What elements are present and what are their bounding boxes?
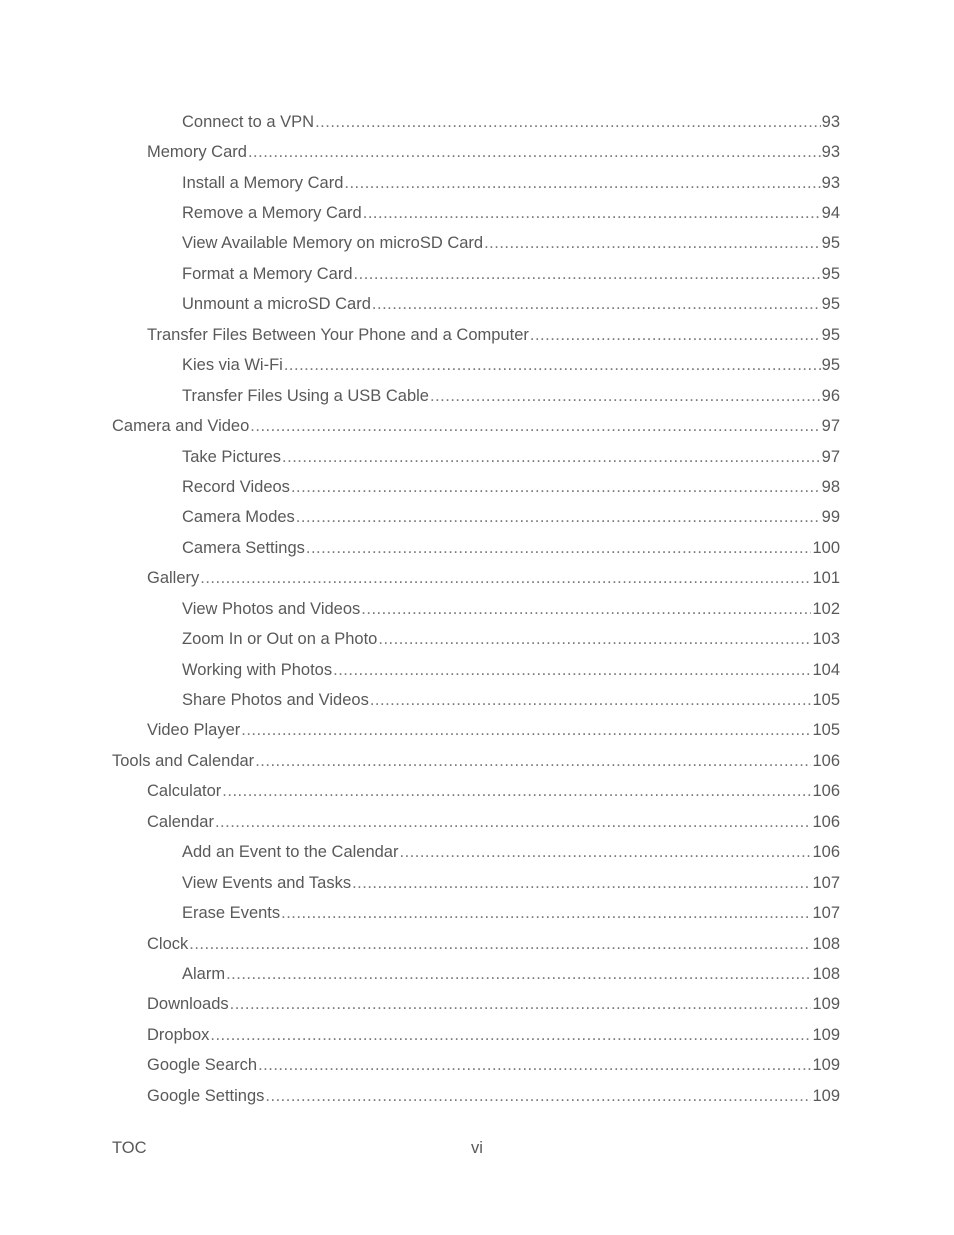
toc-page-number[interactable]: 109 [812, 1056, 840, 1075]
toc-entry-title[interactable]: Add an Event to the Calendar [182, 843, 399, 862]
toc-dot-leader [315, 114, 821, 131]
toc-page-number[interactable]: 95 [821, 325, 840, 344]
toc-entry[interactable] [0, 655, 954, 685]
toc-entry-title[interactable]: Take Pictures [182, 447, 282, 466]
toc-entry[interactable] [0, 320, 954, 350]
toc-page-number[interactable]: 96 [821, 386, 840, 405]
toc-entry[interactable] [0, 624, 954, 654]
toc-page-number[interactable]: 95 [821, 234, 840, 253]
toc-dot-leader [265, 1088, 811, 1105]
toc-page-number[interactable]: 98 [821, 477, 840, 496]
toc-dot-leader [372, 296, 821, 313]
toc-page-number[interactable]: 105 [812, 691, 840, 710]
toc-page-number[interactable]: 93 [821, 173, 840, 192]
toc-entry-title[interactable]: Camera Modes [182, 508, 295, 527]
toc-page-number[interactable]: 93 [821, 143, 840, 162]
toc-entry[interactable] [0, 503, 954, 533]
toc-entry[interactable] [0, 564, 954, 594]
toc-dot-leader [333, 662, 811, 679]
toc-dot-leader [222, 783, 811, 800]
toc-entry[interactable] [0, 472, 954, 502]
toc-dot-leader [241, 722, 811, 739]
toc-entry[interactable] [0, 959, 954, 989]
toc-entry-title[interactable]: Zoom In or Out on a Photo [182, 630, 378, 649]
toc-dot-leader [484, 235, 821, 252]
toc-dot-leader [200, 570, 811, 587]
toc-page-number[interactable]: 106 [812, 843, 840, 862]
toc-entry-title[interactable]: Transfer Files Between Your Phone and a Computer [147, 325, 529, 344]
toc-page-number[interactable]: 105 [812, 721, 840, 740]
toc-page-number[interactable]: 109 [812, 1025, 840, 1044]
toc-entry[interactable] [0, 838, 954, 868]
footer-section-label: TOC [112, 1139, 147, 1157]
toc-page-number[interactable]: 106 [812, 782, 840, 801]
toc-dot-leader [530, 327, 821, 344]
toc-entry[interactable] [0, 351, 954, 381]
toc-entry-title[interactable]: View Available Memory on microSD Card [182, 234, 484, 253]
page-footer [0, 1139, 954, 1161]
toc-page-number[interactable]: 97 [821, 417, 840, 436]
toc-entry[interactable] [0, 442, 954, 472]
toc-page-number[interactable]: 95 [821, 295, 840, 314]
toc-dot-leader [344, 175, 820, 192]
toc-entry[interactable] [0, 411, 954, 441]
toc-page-number[interactable]: 95 [821, 264, 840, 283]
toc-page-number[interactable]: 95 [821, 356, 840, 375]
toc-entry[interactable] [0, 533, 954, 563]
toc-entry-title[interactable]: Erase Events [182, 904, 281, 923]
toc-page-number[interactable]: 99 [821, 508, 840, 527]
toc-entry[interactable] [0, 168, 954, 198]
toc-page-number[interactable]: 106 [812, 812, 840, 831]
toc-entry-title[interactable]: Format a Memory Card [182, 264, 353, 283]
toc-entry-title[interactable]: Working with Photos [182, 660, 333, 679]
toc-dot-leader [370, 692, 812, 709]
toc-page-number[interactable]: 101 [812, 569, 840, 588]
toc-entry-title[interactable]: Transfer Files Using a USB Cable [182, 386, 429, 405]
toc-entry-title[interactable]: Install a Memory Card [182, 173, 344, 192]
toc-page-number[interactable]: 93 [821, 112, 840, 131]
toc-page-number[interactable]: 109 [812, 995, 840, 1014]
toc-entry[interactable] [0, 229, 954, 259]
toc-dot-leader [352, 875, 811, 892]
toc-page-number[interactable]: 109 [812, 1086, 840, 1105]
toc-entry[interactable] [0, 381, 954, 411]
toc-dot-leader [291, 479, 821, 496]
toc-entry-title[interactable]: Kies via Wi-Fi [182, 356, 283, 375]
toc-entry[interactable] [0, 929, 954, 959]
toc-entry[interactable] [0, 868, 954, 898]
toc-entry-title[interactable]: Connect to a VPN [182, 112, 315, 131]
toc-dot-leader [361, 601, 811, 618]
toc-entry-title[interactable]: Record Videos [182, 477, 290, 496]
toc-dot-leader [296, 509, 821, 526]
footer-page-number: vi [471, 1139, 483, 1157]
toc-page-number[interactable]: 94 [821, 204, 840, 223]
toc-dot-leader [378, 631, 811, 648]
toc-entry[interactable] [0, 777, 954, 807]
toc-entry[interactable] [0, 990, 954, 1020]
toc-entry-title[interactable]: View Photos and Videos [182, 599, 361, 618]
toc-entry[interactable] [0, 685, 954, 715]
toc-entry-title[interactable]: Google Search [147, 1056, 258, 1075]
toc-entry[interactable] [0, 716, 954, 746]
toc-entry-title[interactable]: Clock [147, 934, 189, 953]
toc-page-number[interactable]: 103 [812, 630, 840, 649]
toc-entry[interactable] [0, 898, 954, 928]
toc-page-number[interactable]: 108 [812, 934, 840, 953]
toc-entry-title[interactable]: Camera and Video [112, 417, 250, 436]
toc-entry-title[interactable]: Camera Settings [182, 538, 305, 557]
toc-entry[interactable] [0, 746, 954, 776]
toc-entry-title[interactable]: Dropbox [147, 1025, 210, 1044]
toc-entry-title[interactable]: Unmount a microSD Card [182, 295, 371, 314]
toc-entry-title[interactable]: Remove a Memory Card [182, 204, 362, 223]
toc-entry-title[interactable]: Memory Card [147, 143, 247, 162]
toc-dot-leader [399, 844, 811, 861]
toc-dot-leader [430, 388, 821, 405]
toc-dot-leader [354, 266, 821, 283]
toc-entry[interactable] [0, 1020, 954, 1050]
toc-entry-title[interactable]: Calculator [147, 782, 222, 801]
toc-entry-title[interactable]: Share Photos and Videos [182, 691, 369, 710]
toc-page-number[interactable]: 106 [812, 751, 840, 770]
toc-dot-leader [281, 905, 811, 922]
toc-entry[interactable] [0, 1081, 954, 1111]
toc-entry[interactable] [0, 1051, 954, 1081]
toc-dot-leader [306, 540, 812, 557]
toc-page-number[interactable]: 104 [812, 660, 840, 679]
toc-entry-title[interactable]: Video Player [147, 721, 241, 740]
toc-page-number[interactable]: 102 [812, 599, 840, 618]
toc-dot-leader [250, 418, 820, 435]
toc-dot-leader [189, 936, 811, 953]
toc-entry-title[interactable]: Alarm [182, 964, 226, 983]
toc-dot-leader [210, 1027, 811, 1044]
toc-entry[interactable] [0, 594, 954, 624]
toc-dot-leader [230, 996, 812, 1013]
toc-entry-title[interactable]: Gallery [147, 569, 200, 588]
table-of-contents [0, 107, 954, 1111]
toc-entry-title[interactable]: View Events and Tasks [182, 873, 352, 892]
toc-entry[interactable] [0, 259, 954, 289]
toc-dot-leader [258, 1057, 811, 1074]
toc-dot-leader [248, 144, 821, 161]
toc-dot-leader [255, 753, 811, 770]
toc-entry-title[interactable]: Google Settings [147, 1086, 265, 1105]
toc-entry[interactable] [0, 290, 954, 320]
toc-dot-leader [363, 205, 821, 222]
toc-page-number[interactable]: 97 [821, 447, 840, 466]
toc-entry[interactable] [0, 807, 954, 837]
toc-entry-title[interactable]: Downloads [147, 995, 229, 1014]
toc-entry[interactable] [0, 198, 954, 228]
toc-page-number[interactable]: 107 [812, 904, 840, 923]
toc-dot-leader [282, 449, 821, 466]
toc-page-number[interactable]: 107 [812, 873, 840, 892]
toc-entry[interactable] [0, 107, 954, 137]
toc-entry[interactable] [0, 137, 954, 167]
toc-page-number[interactable]: 108 [812, 964, 840, 983]
toc-page-number[interactable]: 100 [812, 538, 840, 557]
toc-dot-leader [215, 814, 812, 831]
toc-dot-leader [284, 357, 821, 374]
toc-entry-title[interactable]: Tools and Calendar [112, 751, 255, 770]
toc-dot-leader [226, 966, 811, 983]
toc-entry-title[interactable]: Calendar [147, 812, 214, 831]
